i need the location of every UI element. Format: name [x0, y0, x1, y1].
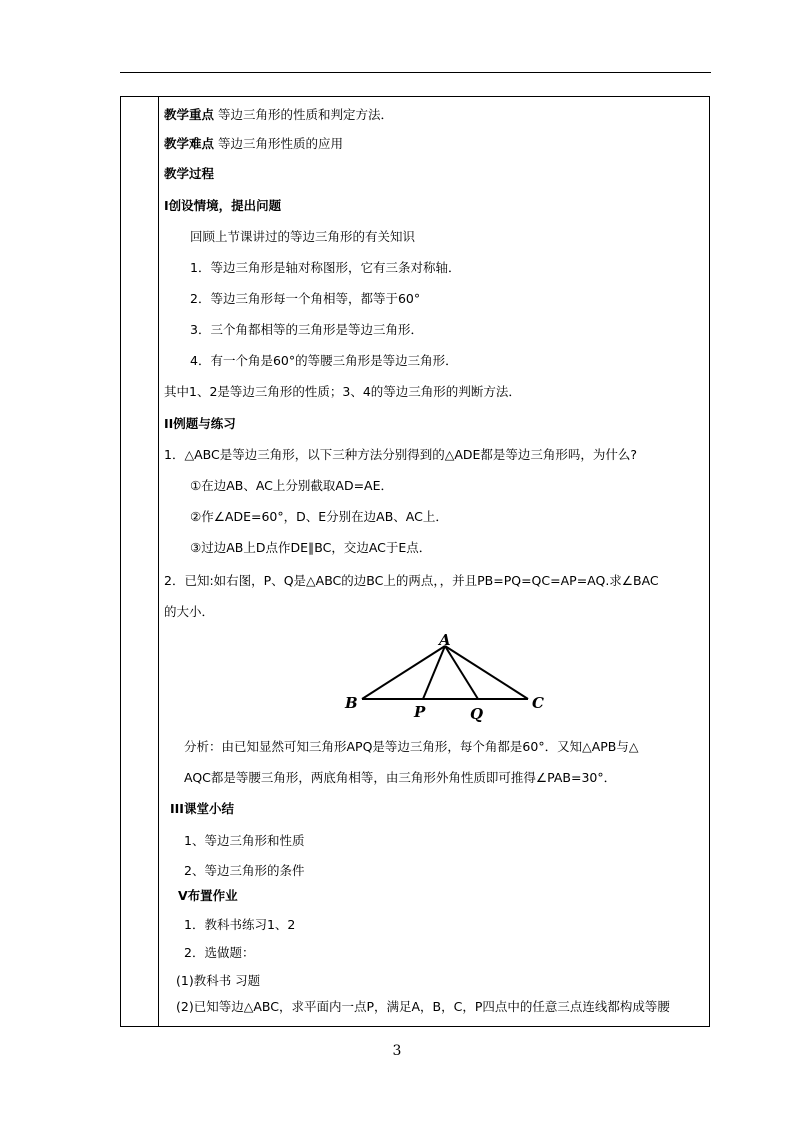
triangle-lines [362, 646, 528, 699]
exercise-1-method-1: ①在边AB、AC上分别截取AD=AE． [190, 478, 393, 493]
fact-3: 3．三个角都相等的三角形是等边三角形． [190, 322, 423, 337]
facts-summary: 其中1、2是等边三角形的性质；3、4的等边三角形的判断方法． [164, 384, 521, 399]
key-points-text: 等边三角形的性质和判定方法． [218, 107, 394, 122]
exercise-2: 2．已知:如右图，P、Q是△ABC的边BC上的两点，，并且PB=PQ=QC=AP=AQ.求∠BAC [164, 573, 659, 588]
header-rule [120, 72, 711, 73]
label-q: Q [470, 705, 484, 722]
segment-ab [362, 646, 445, 699]
summary-item-1: 1、等边三角形和性质 [184, 833, 305, 848]
key-points-label: 教学重点 [164, 107, 215, 122]
line-key-points [164, 106, 393, 124]
exercise-2-cont: 的大小． [164, 604, 215, 619]
segment-aq [445, 646, 478, 699]
fact-1: 1．等边三角形是轴对称图形，它有三条对称轴． [190, 260, 461, 275]
exercise-1-method-2: ②作∠ADE=60°，D、E分别在边AB、AC上． [190, 509, 448, 524]
segment-ac [445, 646, 528, 699]
line-difficulties [164, 135, 343, 153]
label-c: C [532, 694, 544, 712]
homework-1: 1．教科书练习1、2 [184, 917, 296, 932]
exercise-1: 1．△ABC是等边三角形，以下三种方法分别得到的△ADE都是等边三角形吗，为什么? [164, 447, 638, 462]
homework-2-b: (2)已知等边△ABC，求平面内一点P，满足A，B，C，P四点中的任意三点连线都构成等腰 [176, 999, 670, 1014]
homework-2-a: (1)教科书 习题 [176, 973, 261, 988]
label-p: P [414, 703, 426, 721]
section-1-heading: I创设情境，提出问题 [164, 198, 282, 213]
triangle-figure [340, 632, 550, 722]
analysis-line-1: 分析：由已知显然可知三角形APQ是等边三角形，每个角都是60°．又知△APB与△ [184, 739, 639, 754]
section-5-heading: V布置作业 [178, 888, 238, 903]
label-a: A [439, 632, 451, 649]
review-line: 回顾上节课讲过的等边三角形的有关知识 [190, 229, 416, 244]
analysis-line-2: AQC都是等腰三角形，两底角相等，由三角形外角性质即可推得∠PAB=30°． [184, 770, 617, 785]
column-divider [158, 97, 159, 1026]
fact-4: 4．有一个角是60°的等腰三角形是等边三角形． [190, 353, 458, 368]
process-heading: 教学过程 [164, 166, 215, 181]
page-number: 3 [392, 1043, 402, 1059]
homework-2: 2．选做题： [184, 945, 255, 960]
section-2-heading: II例题与练习 [164, 416, 236, 431]
label-b: B [345, 694, 358, 712]
section-3-heading: III课堂小结 [170, 801, 234, 816]
summary-item-2: 2、等边三角形的条件 [184, 863, 305, 878]
exercise-1-method-3: ③过边AB上D点作DE∥BC，交边AC于E点． [190, 540, 432, 555]
difficulties-text: 等边三角形性质的应用 [218, 136, 344, 151]
difficulties-label: 教学难点 [164, 136, 215, 151]
fact-2: 2．等边三角形每一个角相等，都等于60° [190, 291, 421, 306]
